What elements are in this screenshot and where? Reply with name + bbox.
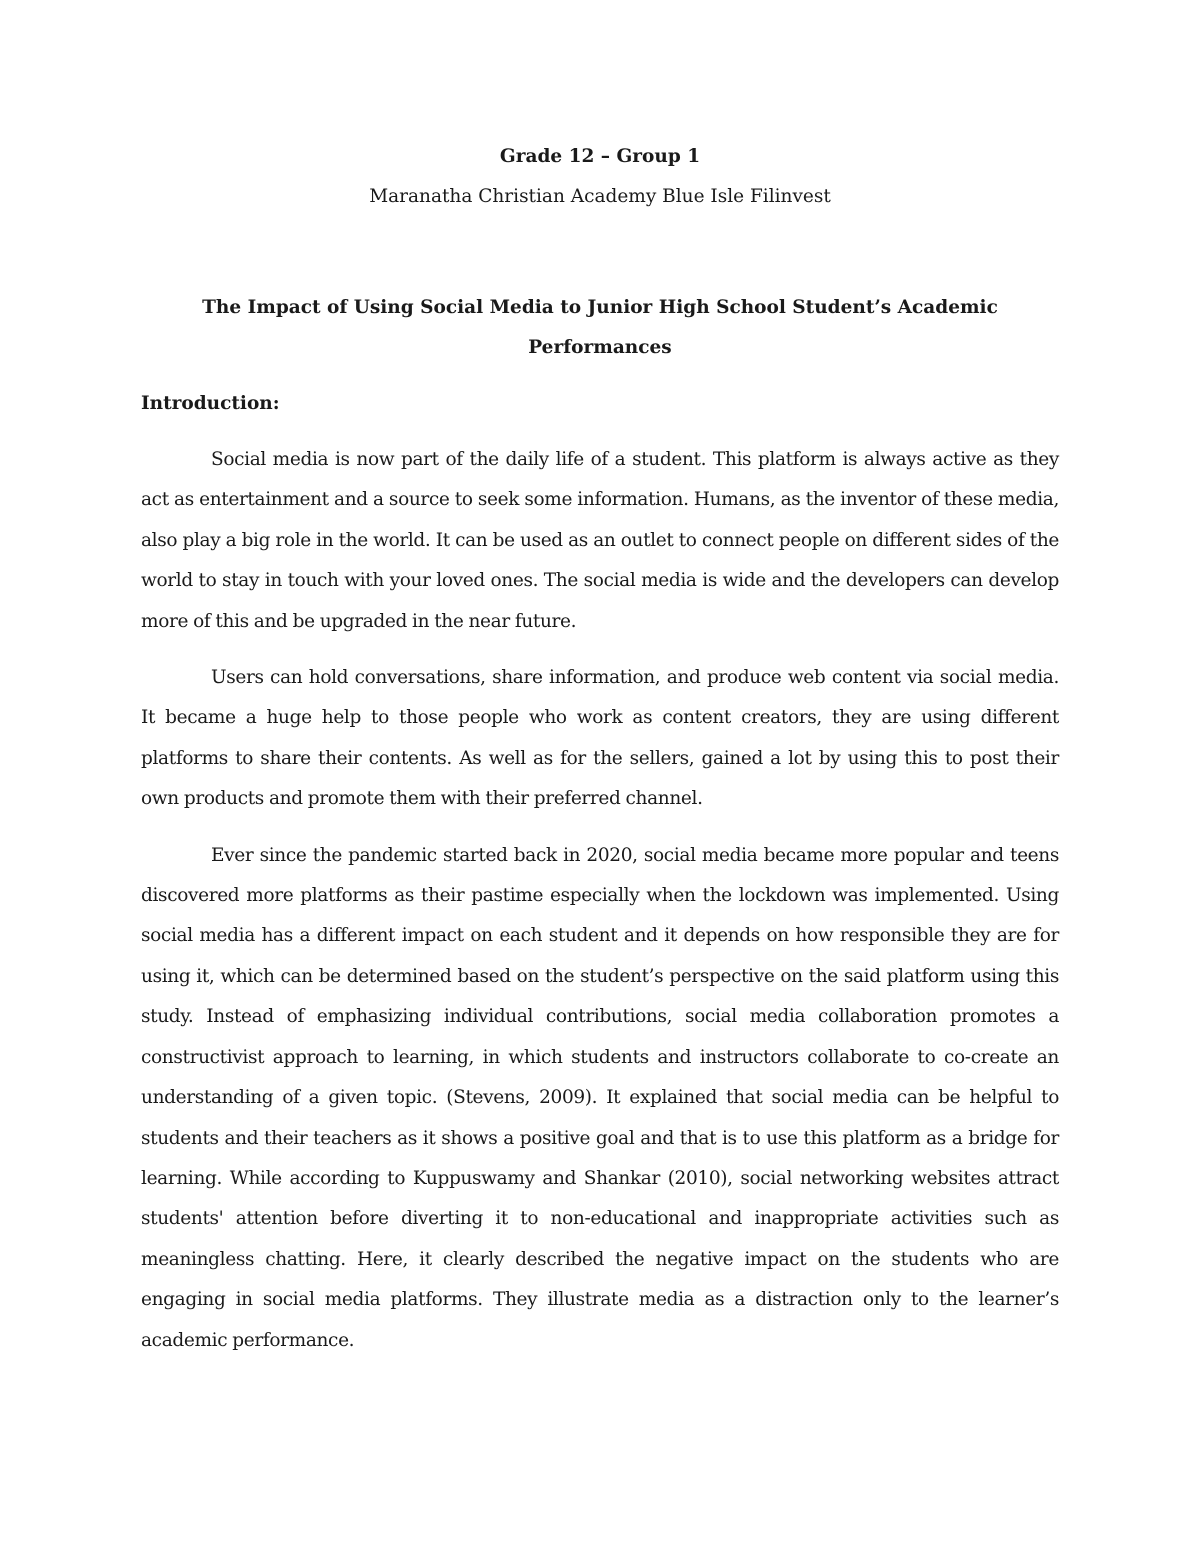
paragraph-2: Users can hold conversations, share information, and produce web content via social media. It became a huge help to those people who work as content creators, they are using different platforms to share their contents. As well as for the sellers, gained a lot by using this to post their own products and promote them with their preferred channel. (141, 667, 1059, 810)
paragraph-3: Ever since the pandemic started back in 2020, social media became more popular and teens discovered more platforms as their pastime especially when the lockdown was implemented. Using social media has a different impact on each student and it depends on how responsible they are for using it, which can be determined based on the student’s perspective on the said platform using this study. Instead of emphasizing individual contributions, social media collaboration promotes a constructivist approach to learning, in which students and instructors collaborate to co-create an understanding of a given topic. (Stevens, 2009). It explained that social media can be helpful to students and their teachers as it shows a positive goal and that is to use this platform as a bridge for learning. While according to Kuppuswamy and Shankar (2010), social networking websites attract students' attention before diverting it to non-educational and inappropriate activities such as meaningless chatting. Here, it clearly described the negative impact on the students who are engaging in social media platforms. They illustrate media as a distraction only to the learner’s academic performance. (141, 844, 1059, 1351)
paragraph-1: Social media is now part of the daily life of a student. This platform is always active as they act as entertainment and a source to seek some information. Humans, as the inventor of these media, also play a big role in the world. It can be used as an outlet to connect people on different sides of the world to stay in touch with your loved ones. The social media is wide and the developers can develop more of this and be upgraded in the near future. (141, 449, 1059, 632)
school-name: Maranatha Christian Academy Blue Isle Filinvest (369, 186, 831, 207)
document-content (141, 140, 1059, 1361)
section-heading-introduction: Introduction: (141, 393, 280, 414)
grade-group-heading: Grade 12 – Group 1 (499, 146, 701, 167)
document-title: The Impact of Using Social Media to Junior High School Student’s Academic Performances (202, 297, 998, 358)
